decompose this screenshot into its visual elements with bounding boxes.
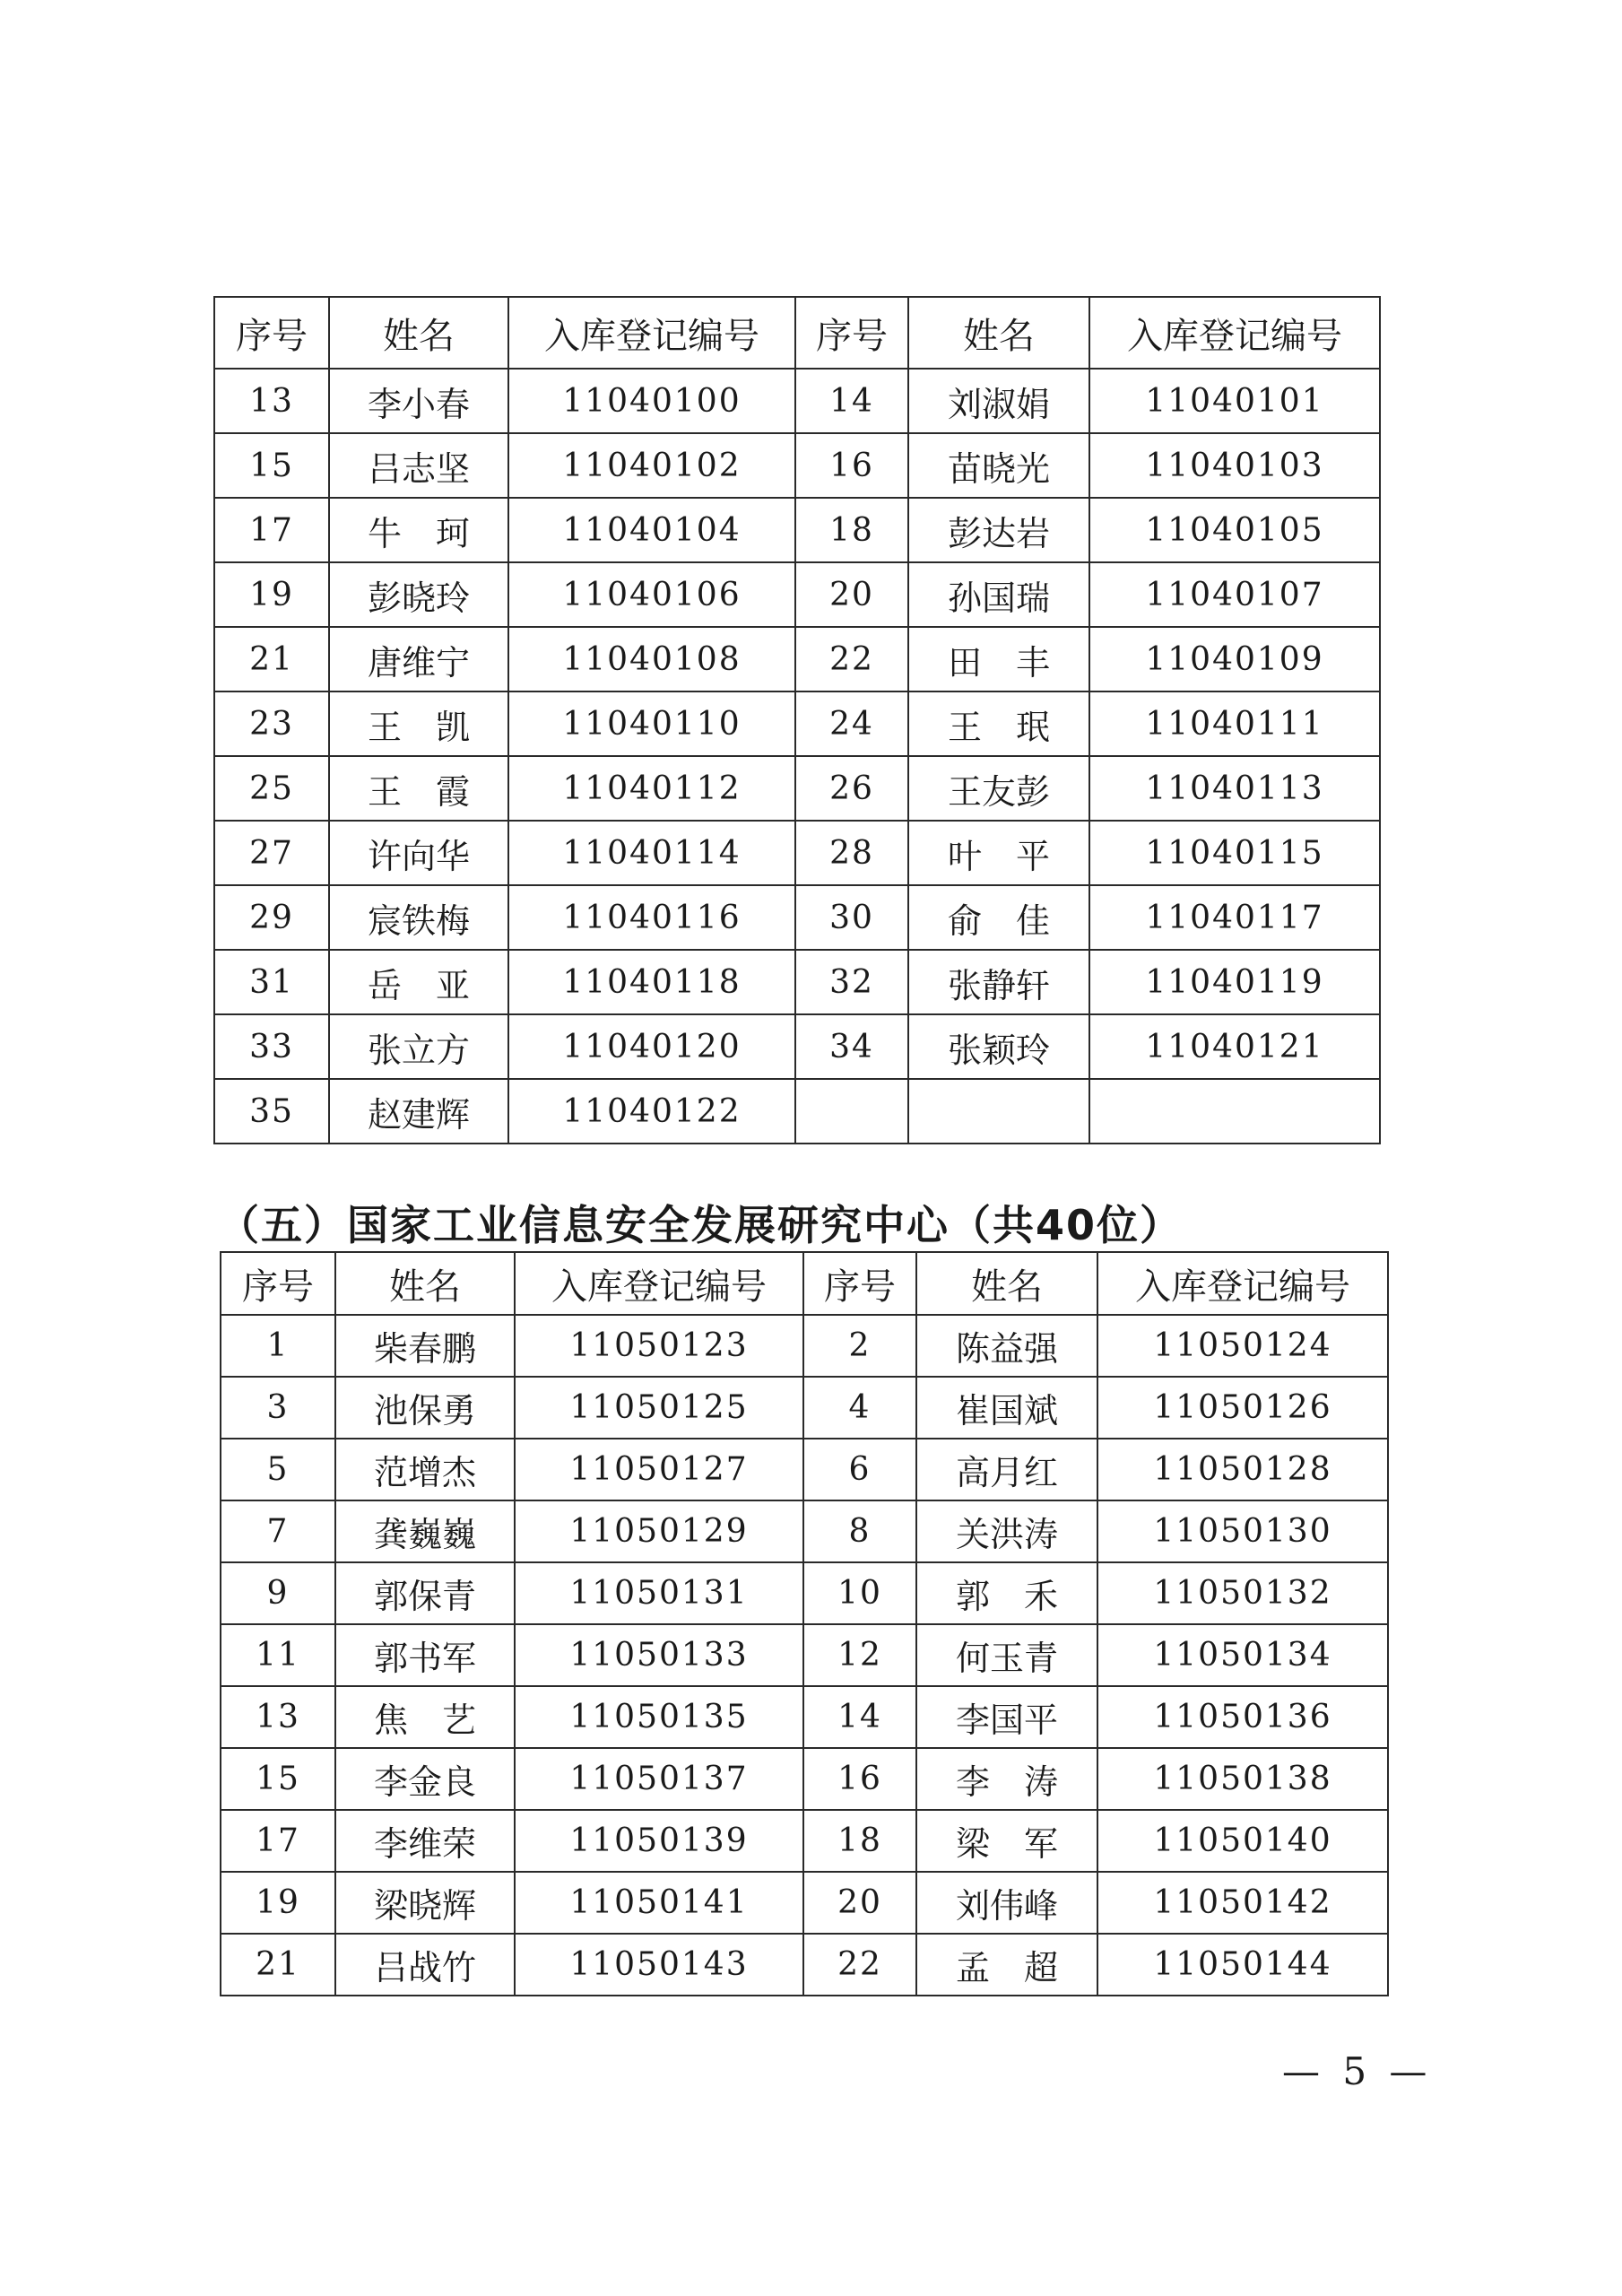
name-cell: 郭保青 xyxy=(335,1562,515,1624)
registry-table-2 xyxy=(220,1251,1389,1996)
name-cell: 梁晓辉 xyxy=(335,1872,515,1934)
seq-cell: 23 xyxy=(214,691,329,756)
table-row xyxy=(221,1934,1388,1996)
table-row xyxy=(214,821,1380,885)
reg-number-cell: 11050132 xyxy=(1097,1562,1388,1624)
name-cell: 李维荣 xyxy=(335,1810,515,1872)
reg-number-cell: 11040120 xyxy=(508,1014,795,1079)
name-cell: 宸铁梅 xyxy=(329,885,508,950)
header-seq: 序号 xyxy=(795,297,908,369)
seq-cell: 17 xyxy=(214,498,329,562)
table-row xyxy=(221,1810,1388,1872)
seq-cell: 11 xyxy=(221,1624,335,1686)
reg-number-cell: 11050140 xyxy=(1097,1810,1388,1872)
name-cell: 刘淑娟 xyxy=(908,369,1089,433)
name-cell: 何玉青 xyxy=(916,1624,1097,1686)
reg-number-cell: 11050133 xyxy=(515,1624,803,1686)
reg-number-cell: 11040109 xyxy=(1089,627,1380,691)
section-title: （五）国家工业信息安全发展研究中心（共40位） xyxy=(218,1201,1184,1249)
seq-cell: 3 xyxy=(221,1377,335,1439)
reg-number-cell: 11040107 xyxy=(1089,562,1380,627)
name-cell: 张立方 xyxy=(329,1014,508,1079)
seq-cell: 4 xyxy=(803,1377,916,1439)
reg-number-cell: 11050125 xyxy=(515,1377,803,1439)
reg-number-cell: 11050142 xyxy=(1097,1872,1388,1934)
seq-cell: 13 xyxy=(221,1686,335,1748)
name-cell: 王 珉 xyxy=(908,691,1089,756)
header-name: 姓名 xyxy=(908,297,1089,369)
seq-cell: 2 xyxy=(803,1315,916,1377)
seq-cell: 27 xyxy=(214,821,329,885)
reg-number-cell: 11050131 xyxy=(515,1562,803,1624)
reg-number-cell: 11040106 xyxy=(508,562,795,627)
name-cell: 龚巍巍 xyxy=(335,1500,515,1562)
name-cell: 王友彭 xyxy=(908,756,1089,821)
reg-number-cell: 11040118 xyxy=(508,950,795,1014)
seq-cell: 20 xyxy=(803,1872,916,1934)
reg-number-cell: 11050141 xyxy=(515,1872,803,1934)
seq-cell: 18 xyxy=(803,1810,916,1872)
seq-cell: 12 xyxy=(803,1624,916,1686)
name-cell: 高月红 xyxy=(916,1439,1097,1500)
header-name: 姓名 xyxy=(329,297,508,369)
name-cell: 牛 珂 xyxy=(329,498,508,562)
name-cell: 赵建辉 xyxy=(329,1079,508,1144)
reg-number-cell: 11040110 xyxy=(508,691,795,756)
seq-cell: 16 xyxy=(803,1748,916,1810)
table-row xyxy=(214,369,1380,433)
reg-number-cell: 11040111 xyxy=(1089,691,1380,756)
reg-number-cell: 11050128 xyxy=(1097,1439,1388,1500)
name-cell: 王 霞 xyxy=(329,756,508,821)
seq-cell: 28 xyxy=(795,821,908,885)
header-reg-number: 入库登记编号 xyxy=(515,1252,803,1315)
reg-number-cell: 11040114 xyxy=(508,821,795,885)
reg-number-cell: 11050135 xyxy=(515,1686,803,1748)
reg-number-cell: 11040121 xyxy=(1089,1014,1380,1079)
reg-number-cell: 11050144 xyxy=(1097,1934,1388,1996)
seq-cell: 6 xyxy=(803,1439,916,1500)
name-cell: 孙国瑞 xyxy=(908,562,1089,627)
table-row xyxy=(214,627,1380,691)
name-cell: 范增杰 xyxy=(335,1439,515,1500)
seq-cell: 8 xyxy=(803,1500,916,1562)
table-row xyxy=(221,1377,1388,1439)
seq-cell: 34 xyxy=(795,1014,908,1079)
reg-number-cell: 11040115 xyxy=(1089,821,1380,885)
seq-cell: 24 xyxy=(795,691,908,756)
seq-cell: 14 xyxy=(795,369,908,433)
reg-number-cell: 11040116 xyxy=(508,885,795,950)
name-cell: 刘伟峰 xyxy=(916,1872,1097,1934)
reg-number-cell: 11040112 xyxy=(508,756,795,821)
name-cell: 吕志坚 xyxy=(329,433,508,498)
reg-number-cell: 11050123 xyxy=(515,1315,803,1377)
name-cell: 池保勇 xyxy=(335,1377,515,1439)
seq-cell: 20 xyxy=(795,562,908,627)
name-cell: 吕战竹 xyxy=(335,1934,515,1996)
reg-number-cell: 11040101 xyxy=(1089,369,1380,433)
table-row xyxy=(214,562,1380,627)
reg-number-cell: 11050130 xyxy=(1097,1500,1388,1562)
reg-number-cell: 11050143 xyxy=(515,1934,803,1996)
seq-cell: 19 xyxy=(214,562,329,627)
name-cell: 李小春 xyxy=(329,369,508,433)
name-cell: 许向华 xyxy=(329,821,508,885)
seq-cell: 16 xyxy=(795,433,908,498)
seq-cell: 32 xyxy=(795,950,908,1014)
reg-number-cell: 11040105 xyxy=(1089,498,1380,562)
reg-number-cell: 11040113 xyxy=(1089,756,1380,821)
seq-cell: 9 xyxy=(221,1562,335,1624)
table-row xyxy=(221,1624,1388,1686)
seq-cell: 5 xyxy=(221,1439,335,1500)
table-row xyxy=(214,885,1380,950)
seq-cell: 14 xyxy=(803,1686,916,1748)
seq-cell: 22 xyxy=(795,627,908,691)
name-cell: 苗晓光 xyxy=(908,433,1089,498)
reg-number-cell: 11050136 xyxy=(1097,1686,1388,1748)
name-cell: 田 丰 xyxy=(908,627,1089,691)
header-reg-number: 入库登记编号 xyxy=(1097,1252,1388,1315)
name-cell: 柴春鹏 xyxy=(335,1315,515,1377)
seq-cell: 22 xyxy=(803,1934,916,1996)
seq-cell: 7 xyxy=(221,1500,335,1562)
name-cell: 李金良 xyxy=(335,1748,515,1810)
name-cell: 俞 佳 xyxy=(908,885,1089,950)
reg-number-cell: 11050139 xyxy=(515,1810,803,1872)
name-cell: 彭晓玲 xyxy=(329,562,508,627)
table-row xyxy=(221,1686,1388,1748)
name-cell: 彭达岩 xyxy=(908,498,1089,562)
table-row xyxy=(221,1500,1388,1562)
table-row xyxy=(221,1315,1388,1377)
reg-number-cell: 11040119 xyxy=(1089,950,1380,1014)
table-row xyxy=(214,498,1380,562)
table-row xyxy=(214,950,1380,1014)
name-cell: 崔国斌 xyxy=(916,1377,1097,1439)
header-seq: 序号 xyxy=(214,297,329,369)
seq-cell: 1 xyxy=(221,1315,335,1377)
seq-cell: 13 xyxy=(214,369,329,433)
header-name: 姓名 xyxy=(916,1252,1097,1315)
table-header-row xyxy=(221,1252,1388,1315)
seq-cell xyxy=(795,1079,908,1144)
reg-number-cell: 11050134 xyxy=(1097,1624,1388,1686)
header-reg-number: 入库登记编号 xyxy=(508,297,795,369)
reg-number-cell: 11040103 xyxy=(1089,433,1380,498)
seq-cell: 33 xyxy=(214,1014,329,1079)
seq-cell: 30 xyxy=(795,885,908,950)
reg-number-cell: 11050129 xyxy=(515,1500,803,1562)
table-body xyxy=(214,369,1380,1144)
seq-cell: 15 xyxy=(214,433,329,498)
seq-cell: 17 xyxy=(221,1810,335,1872)
header-reg-number: 入库登记编号 xyxy=(1089,297,1380,369)
reg-number-cell: 11040117 xyxy=(1089,885,1380,950)
page-number: — 5 — xyxy=(1282,2049,1433,2093)
seq-cell: 21 xyxy=(221,1934,335,1996)
reg-number-cell: 11050127 xyxy=(515,1439,803,1500)
seq-cell: 31 xyxy=(214,950,329,1014)
name-cell: 孟 超 xyxy=(916,1934,1097,1996)
table-row xyxy=(221,1748,1388,1810)
seq-cell: 25 xyxy=(214,756,329,821)
name-cell: 唐维宁 xyxy=(329,627,508,691)
table-row xyxy=(214,1079,1380,1144)
name-cell: 叶 平 xyxy=(908,821,1089,885)
name-cell: 张静轩 xyxy=(908,950,1089,1014)
seq-cell: 26 xyxy=(795,756,908,821)
name-cell xyxy=(908,1079,1089,1144)
header-seq: 序号 xyxy=(803,1252,916,1315)
header-seq: 序号 xyxy=(221,1252,335,1315)
table-header-row xyxy=(214,297,1380,369)
reg-number-cell: 11050137 xyxy=(515,1748,803,1810)
table-row xyxy=(221,1439,1388,1500)
name-cell: 王 凯 xyxy=(329,691,508,756)
name-cell: 关洪涛 xyxy=(916,1500,1097,1562)
table-row xyxy=(214,1014,1380,1079)
name-cell: 郭书军 xyxy=(335,1624,515,1686)
seq-cell: 10 xyxy=(803,1562,916,1624)
table-row xyxy=(214,433,1380,498)
reg-number-cell: 11040100 xyxy=(508,369,795,433)
reg-number-cell: 11040122 xyxy=(508,1079,795,1144)
name-cell: 张颖玲 xyxy=(908,1014,1089,1079)
seq-cell: 29 xyxy=(214,885,329,950)
reg-number-cell: 11050124 xyxy=(1097,1315,1388,1377)
name-cell: 郭 禾 xyxy=(916,1562,1097,1624)
seq-cell: 21 xyxy=(214,627,329,691)
header-name: 姓名 xyxy=(335,1252,515,1315)
reg-number-cell: 11040108 xyxy=(508,627,795,691)
table-row xyxy=(214,691,1380,756)
seq-cell: 15 xyxy=(221,1748,335,1810)
name-cell: 梁 军 xyxy=(916,1810,1097,1872)
reg-number-cell: 11040104 xyxy=(508,498,795,562)
name-cell: 李 涛 xyxy=(916,1748,1097,1810)
reg-number-cell: 11050138 xyxy=(1097,1748,1388,1810)
registry-table-1 xyxy=(213,296,1381,1144)
table-row xyxy=(221,1872,1388,1934)
reg-number-cell: 11040102 xyxy=(508,433,795,498)
reg-number-cell: 11050126 xyxy=(1097,1377,1388,1439)
name-cell: 李国平 xyxy=(916,1686,1097,1748)
table-body xyxy=(221,1315,1388,1996)
reg-number-cell xyxy=(1089,1079,1380,1144)
seq-cell: 18 xyxy=(795,498,908,562)
name-cell: 焦 艺 xyxy=(335,1686,515,1748)
table-row xyxy=(221,1562,1388,1624)
seq-cell: 19 xyxy=(221,1872,335,1934)
name-cell: 岳 亚 xyxy=(329,950,508,1014)
seq-cell: 35 xyxy=(214,1079,329,1144)
table-row xyxy=(214,756,1380,821)
name-cell: 陈益强 xyxy=(916,1315,1097,1377)
